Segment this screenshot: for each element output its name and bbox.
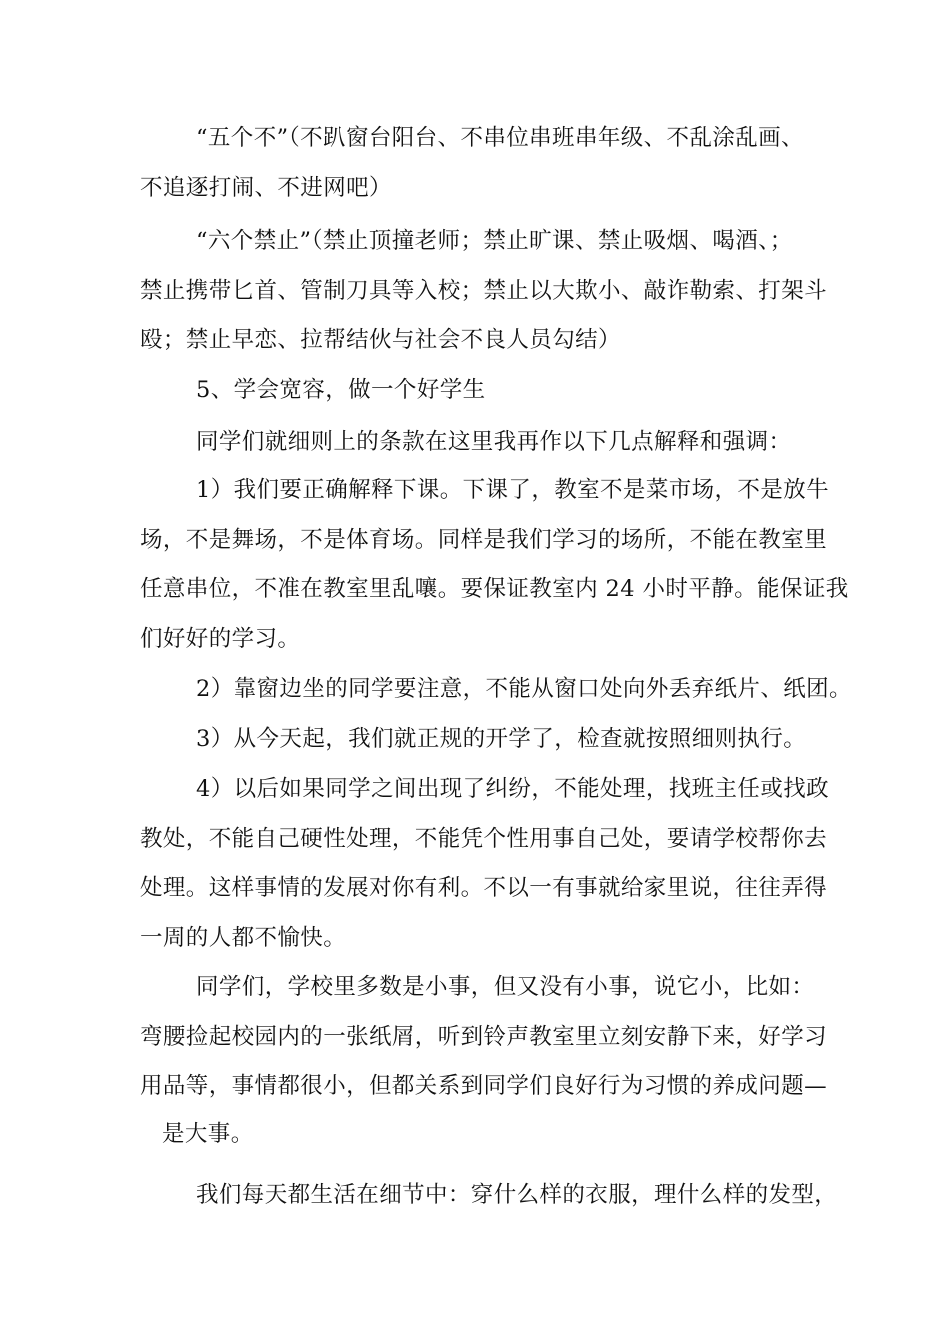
paragraph-line: 同学们就细则上的条款在这里我再作以下几点解释和强调：	[196, 429, 792, 455]
paragraph-line: 禁止携带匕首、管制刀具等入校；禁止以大欺小、敲诈勒索、打架斗	[140, 277, 828, 304]
paragraph-line: 是大事。	[162, 1121, 254, 1147]
paragraph-line: “六个禁止”（禁止顶撞老师；禁止旷课、禁止吸烟、喝酒、；	[196, 228, 793, 254]
paragraph-line: 4）以后如果同学之间出现了纠纷，不能处理，找班主任或找政	[196, 776, 830, 802]
paragraph-line: 一周的人都不愉快。	[140, 924, 347, 951]
paragraph-point-1	[140, 466, 849, 664]
paragraph-small-things	[140, 963, 840, 1112]
paragraph-point-3	[140, 715, 840, 765]
paragraph-line: 任意串位，不准在教室里乱嚷。要保证教室内 24 小时平静。能保证我	[140, 576, 849, 602]
paragraph-line: 我们每天都生活在细节中：穿什么样的衣服，理什么样的发型，	[196, 1182, 838, 1208]
paragraph-line: 1）我们要正确解释下课。下课了，教室不是菜市场，不是放牛	[196, 477, 830, 503]
paragraph-line: 2）靠窗边坐的同学要注意，不能从窗口处向外丢弃纸片、纸团。	[196, 676, 852, 702]
paragraph-line: 们好好的学习。	[140, 625, 301, 652]
paragraph-line: 3）从今天起，我们就正规的开学了，检查就按照细则执行。	[196, 726, 807, 752]
paragraph-line: 教处，不能自己硬性处理，不能凭个性用事自己处，要请学校帮你去	[140, 825, 828, 852]
paragraph-line: 处理。这样事情的发展对你有利。不以一有事就给家里说，往往弄得	[140, 875, 828, 901]
paragraph-intro	[140, 418, 840, 468]
paragraph-line: 用品等，事情都很小，但都关系到同学们良好行为习惯的养成问题—	[140, 1073, 828, 1099]
paragraph-line: 5、学会宽容，做一个好学生	[196, 377, 486, 403]
paragraph-line: 殴；禁止早恋、拉帮结伙与社会不良人员勾结）	[140, 327, 621, 353]
paragraph-line: 同学们，学校里多数是小事，但又没有小事，说它小，比如：	[196, 974, 815, 1000]
paragraph-six-prohibitions	[140, 217, 840, 366]
paragraph-daily-details	[140, 1171, 840, 1221]
paragraph-point-4	[140, 765, 840, 963]
paragraph-point-2	[140, 665, 852, 715]
paragraph-line: 弯腰捡起校园内的一张纸屑，听到铃声教室里立刻安静下来，好学习	[140, 1023, 828, 1050]
paragraph-line: 场，不是舞场，不是体育场。同样是我们学习的场所，不能在教室里	[140, 526, 828, 553]
paragraph-heading-5	[140, 366, 840, 416]
paragraph-line: “五个不”（不趴窗台阳台、不串位串班串年级、不乱涂乱画、	[196, 125, 804, 151]
paragraph-five-nots	[140, 114, 840, 213]
paragraph-big-thing	[162, 1110, 862, 1160]
paragraph-line: 不追逐打闹、不进网吧）	[140, 174, 392, 201]
